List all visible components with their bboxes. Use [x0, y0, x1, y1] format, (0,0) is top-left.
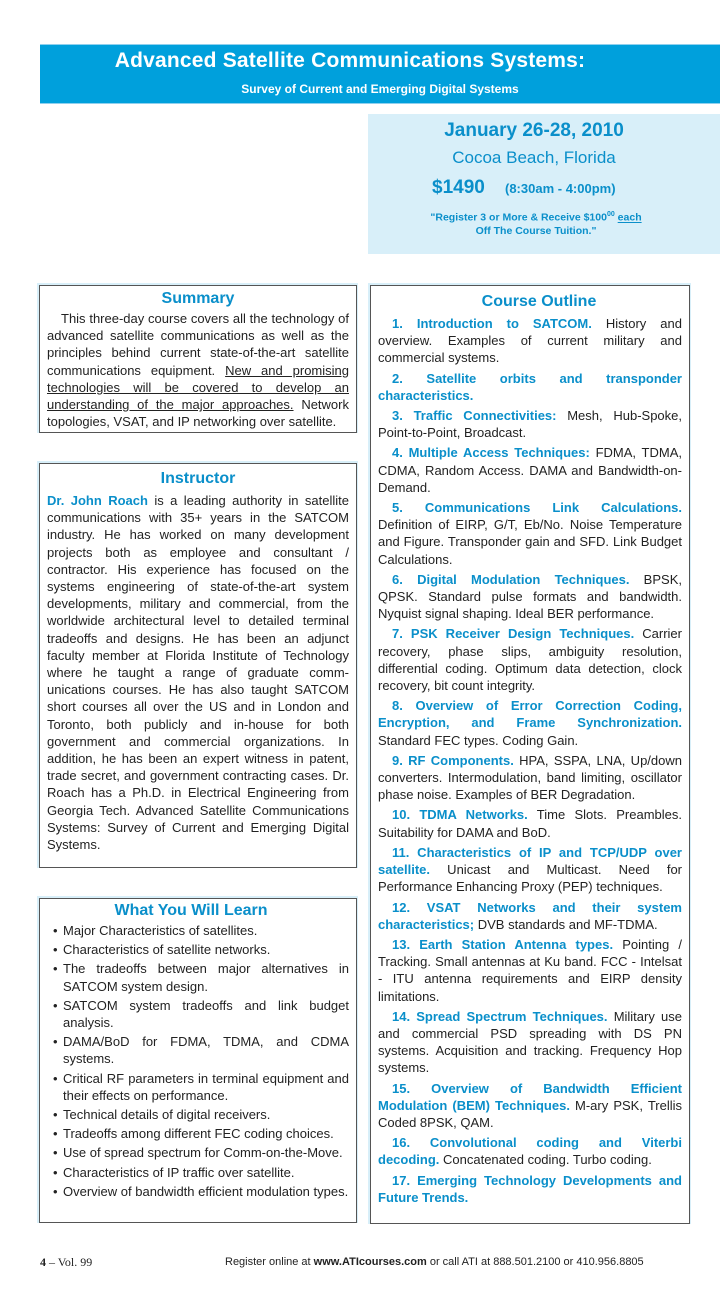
outline-item-title: 10. TDMA Networks.	[392, 807, 528, 823]
page-num: 4	[40, 1255, 46, 1269]
learn-item-text: SATCOM system tradeoffs and link budget analysis.	[63, 997, 349, 1031]
outline-item-title: 1. Introduction to SATCOM.	[392, 316, 592, 331]
instructor-bio	[47, 492, 349, 853]
learn-item-text: Characteristics of satellite networks.	[63, 942, 271, 958]
outline-item	[378, 1172, 682, 1206]
learn-item	[47, 1144, 349, 1161]
learn-item	[47, 1033, 349, 1067]
promo-each: each	[617, 211, 642, 224]
outline-item-title: 7. PSK Receiver Design Techniques.	[392, 626, 635, 642]
bullet-icon: •	[53, 1034, 58, 1050]
learn-item-text: The tradeoffs between major alternatives in SATCOM system design.	[63, 961, 349, 994]
summary-text-part2: Network topologies, VSAT, and IP networking over satellite.	[47, 397, 349, 430]
outline-item	[378, 407, 682, 441]
outline-item	[378, 499, 682, 568]
bullet-icon: •	[53, 1126, 58, 1142]
register-text	[225, 1256, 644, 1268]
outline-item-text: HPA, SSPA, LNA, Up/down converters. Intermodulation, band limiting, oscillator phase noise. Examples of BER Degradation.	[378, 752, 682, 803]
outline-item-title: 8. Overview of Error Correction Coding, Encryption, and Frame Synchronization.	[378, 698, 682, 731]
summary-text-part1: This three-day course covers all the technology of advanced satellite communications as well as the principles behind current state-of-the-art satellite communications equipment.	[47, 311, 349, 378]
outline-item	[378, 1008, 682, 1077]
outline-item	[378, 806, 682, 840]
outline-item-text: BPSK, QPSK. Standard pulse formats and bandwidth. Nyquist signal shaping. Ideal BER performance.	[378, 571, 682, 622]
event-price: $1490	[432, 177, 485, 198]
register-suffix: or call ATI at 888.501.2100 or 410.956.8805	[426, 1256, 644, 1268]
outline-item-title: 14. Spread Spectrum Techniques.	[392, 1008, 608, 1024]
learn-item-text: Technical details of digital receivers.	[63, 1107, 271, 1123]
bullet-icon: •	[53, 942, 58, 958]
outline-item-text: DVB standards and MF-TDMA.	[474, 916, 658, 932]
outline-item	[378, 697, 682, 749]
bullet-icon: •	[53, 997, 58, 1013]
outline-item	[378, 899, 682, 933]
outline-item-title: 9. RF Components.	[392, 752, 514, 768]
outline-item	[378, 936, 682, 1005]
title-banner	[40, 44, 720, 104]
learn-item	[47, 941, 349, 958]
outline-item-title: 4. Multiple Access Techniques:	[392, 445, 590, 461]
page-number	[40, 1255, 92, 1270]
learn-item	[47, 1183, 349, 1200]
event-hours: (8:30am - 4:00pm)	[505, 181, 616, 196]
event-location: Cocoa Beach, Florida	[452, 148, 616, 167]
outline-item-title: 5. Communications Link Calculations.	[392, 500, 682, 516]
course-subtitle: Survey of Current and Emerging Digital Systems	[241, 82, 519, 96]
outline-item	[378, 571, 682, 623]
outline-item-title: 3. Traffic Connectivities:	[392, 408, 557, 424]
outline-item	[378, 370, 682, 404]
outline-item	[378, 1134, 682, 1168]
learn-item-text: Overview of bandwidth efficient modulation types.	[63, 1183, 349, 1199]
outline-item-title: 11. Characteristics of IP and TCP/UDP over satellite.	[378, 844, 682, 878]
learn-section	[37, 896, 358, 1223]
learn-item	[47, 960, 349, 994]
outline-item-text: Pointing / Tracking. Small antennas at Ku band. FCC - Intelsat - ITU antenna requirements and EIRP density limitations.	[378, 936, 682, 1004]
instructor-bio-text: is a leading authority in satellite communications with 35+ years in the SATCOM industry. He has worked on many development projects both as employee and consultant / contractor. His experience has focused on the systems engineering of state-of-the-art system developments, military and commercial, from the worldwide architectural level to detailed terminal tradeoffs and designs. He has been an adjunct faculty member at Florida Institute of Technology where he taught a range of graduate comm-unications courses. He has also taught SATCOM short courses all over the US and in London and Toronto, both publicly and in-house for both government and commercial organizations. In addition, he has been an expert witness in patent, trade secret, and government contracting cases. Dr. Roach has a Ph.D. in Electrical Engineering from Georgia Tech. Advanced Satellite Communications Systems: Survey of Current and Emerging Digital Systems.	[47, 493, 349, 853]
bullet-icon: •	[53, 1070, 58, 1086]
learn-item-text: Characteristics of IP traffic over satellite.	[63, 1164, 295, 1180]
summary-section	[37, 283, 358, 433]
outline-item	[378, 444, 682, 496]
outline-item	[378, 625, 682, 694]
register-prefix: Register online at	[225, 1256, 314, 1268]
promo-text	[388, 208, 684, 238]
outline-item-text: Standard FEC types. Coding Gain.	[378, 732, 579, 748]
learn-item	[47, 922, 349, 939]
learn-heading: What You Will Learn	[114, 902, 268, 919]
learn-item-text: DAMA/BoD for FDMA, TDMA, and CDMA systems.	[63, 1034, 349, 1067]
bullet-icon: •	[53, 961, 58, 977]
bullet-icon: •	[53, 1164, 58, 1180]
page-footer	[40, 1255, 720, 1273]
outline-item-text: Military use and commercial PSD spreading with DS PN systems. Acquisition and tracking. Frequency Hop systems.	[378, 1008, 682, 1076]
outline-item	[378, 844, 682, 896]
outline-item-text: Time Slots. Preambles. Suitability for DAMA and BoD.	[378, 807, 682, 840]
learn-item	[47, 1070, 349, 1104]
website-link[interactable]: www.ATIcourses.com	[313, 1256, 427, 1268]
outline-item-text: History and overview. Examples of current military and commercial systems.	[378, 316, 682, 366]
course-title: Advanced Satellite Communications Systems:	[114, 49, 586, 72]
outline-section	[368, 283, 691, 1224]
event-date: January 26-28, 2010	[444, 120, 624, 141]
instructor-section	[37, 461, 358, 868]
learn-item	[47, 1106, 349, 1123]
bullet-icon: •	[53, 923, 58, 938]
promo-part1: "Register 3 or More & Receive $100	[430, 211, 607, 224]
outline-item	[378, 1080, 682, 1132]
outline-item-title: 6. Digital Modulation Techniques.	[392, 571, 630, 587]
summary-heading: Summary	[161, 290, 235, 307]
instructor-name: Dr. John Roach	[47, 493, 148, 508]
learn-item	[47, 1125, 349, 1142]
summary-text-underlined: New and promising technologies will be covered to develop an understanding of the major approaches.	[47, 362, 349, 413]
outline-item-title: 2. Satellite orbits and transponder characteristics.	[378, 370, 682, 403]
outline-item-title: 13. Earth Station Antenna types.	[392, 936, 614, 952]
outline-item-text: Mesh, Hub-Spoke, Point-to-Point, Broadcast.	[378, 408, 683, 441]
learn-item	[47, 997, 349, 1031]
learn-list	[47, 922, 349, 1200]
volume: Vol. 99	[57, 1255, 93, 1269]
summary-text	[47, 310, 349, 430]
outline-item	[378, 752, 682, 804]
page-dash: –	[46, 1255, 58, 1269]
outline-item-title: 16. Convolutional coding and Viterbi decoding.	[378, 1135, 682, 1168]
learn-item-text: Critical RF parameters in terminal equipment and their effects on performance.	[63, 1070, 349, 1103]
event-info-box	[368, 114, 720, 254]
outline-item	[378, 315, 682, 367]
instructor-heading: Instructor	[160, 470, 236, 487]
bullet-icon: •	[53, 1145, 58, 1161]
bullet-icon: •	[53, 1107, 58, 1123]
outline-item-title: 17. Emerging Technology Developments and Future Trends.	[378, 1172, 682, 1205]
outline-item-text: Unicast and Multicast. Need for Performance Enhancing Proxy (PEP) techniques.	[378, 862, 682, 895]
outline-item-text: Carrier recovery, phase slips, ambiguity resolution, differential coding. Optimum data detection, clock recovery, bit count integrity.	[378, 626, 682, 694]
bullet-icon: •	[53, 1183, 58, 1199]
outline-list	[378, 315, 682, 1206]
outline-item-title: 15. Overview of Bandwidth Efficient Modulation (BEM) Techniques.	[378, 1080, 682, 1113]
outline-item-text: Definition of EIRP, G/T, Eb/No. Noise Temperature and Figure. Transponder gain and SFD. Link Budget Calculations.	[378, 517, 682, 567]
promo-part2: Off The Course Tuition."	[475, 224, 597, 237]
promo-sup: 00	[606, 211, 615, 218]
outline-item-text: Concatenated coding. Turbo coding.	[439, 1152, 652, 1168]
outline-item-title: 12. VSAT Networks and their system characteristics;	[378, 899, 682, 932]
outline-item-text: M-ary PSK, Trellis Coded 8PSK, QAM.	[378, 1097, 682, 1130]
outline-heading: Course Outline	[481, 293, 597, 310]
learn-item-text: Tradeoffs among different FEC coding choices.	[63, 1126, 334, 1142]
learn-item	[47, 1164, 349, 1181]
outline-item-text: FDMA, TDMA, CDMA, Random Access. DAMA and Bandwidth-on-Demand.	[378, 445, 682, 495]
learn-item-text: Use of spread spectrum for Comm-on-the-Move.	[63, 1145, 343, 1161]
learn-item-text: Major Characteristics of satellites.	[63, 923, 258, 938]
